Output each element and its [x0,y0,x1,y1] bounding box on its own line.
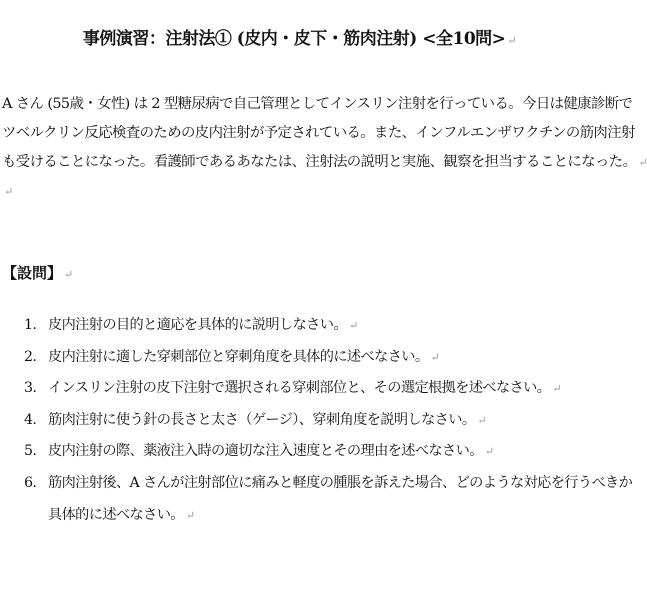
return-mark-icon: ↵ [484,445,494,459]
question-number: 3. [24,380,37,397]
scenario-line [2,119,635,148]
question-number: 6. [24,474,37,491]
question-item [0,310,599,342]
question-text-wrap [48,342,439,374]
case-scenario-paragraph [2,90,647,206]
scenario-line-text: ツベルクリン反応検査のための皮内注射が予定されている。また、インフルエンザワクチンの筋肉注射 [2,125,635,141]
scenario-line [2,90,633,119]
scenario-line [2,148,647,177]
question-item [0,373,599,405]
question-item-continuation [0,500,599,532]
question-text: 皮内注射に適した穿刺部位と穿刺角度を具体的に述べなさい。 [48,348,429,365]
question-text: 筋肉注射に使う針の長さと太さ（ゲージ）、穿刺角度を説明しなさい。 [48,411,476,428]
return-mark-icon: ↵ [477,413,487,427]
return-mark-icon: ↵ [552,382,561,396]
question-text: 皮内注射の目的と適応を具体的に説明しなさい。 [48,317,347,333]
question-number: 2. [24,348,37,365]
question-text: 筋肉注射後、A さんが注射部位に痛みと軽度の腫脹を訴えた場合、どのような対応を行うべきか [48,474,633,491]
question-text-wrap [48,500,195,532]
return-mark-icon: ↵ [4,185,13,198]
scenario-line-text: A さん (55歳・女性) は 2 型糖尿病で自己管理としてインスリン注射を行っている。今日は健康診断で [2,96,633,112]
question-item [0,342,599,374]
page-title [0,24,599,49]
question-item [0,468,633,500]
title-text: 事例演習：注射法① (皮内・皮下・筋肉注射) <全10問> [82,29,506,49]
question-number: 4. [24,411,37,428]
question-item [0,436,599,468]
question-number: 1. [24,317,37,333]
question-text: 皮内注射の際、薬液注入時の適切な注入速度とその理由を述べなさい。 [48,443,483,460]
scenario-line-text: も受けることになった。看護師であるあなたは、注射法の説明と実施、観察を担当することになった。 [2,154,637,170]
questions-heading-text: 【設問】 [2,264,63,282]
return-mark-icon: ↵ [64,268,74,281]
return-mark-icon: ↵ [348,319,358,332]
question-text-wrap [48,436,493,468]
question-text-wrap [48,468,632,500]
question-item [0,405,599,437]
question-text: 具体的に述べなさい。 [48,506,184,523]
questions-heading [2,262,73,283]
question-text: インスリン注射の皮下注射で選択される穿刺部位と、その選定根拠を述べなさい。 [48,380,551,397]
return-mark-icon: ↵ [185,508,195,522]
question-text-wrap [48,373,561,405]
return-mark-icon: ↵ [507,34,517,47]
question-list [0,310,633,531]
return-mark-icon: ↵ [638,156,647,169]
question-text-wrap [48,405,486,437]
empty-paragraph-line [2,177,597,206]
question-text-wrap [48,310,358,342]
return-mark-icon: ↵ [430,350,440,364]
question-number: 5. [24,443,37,460]
